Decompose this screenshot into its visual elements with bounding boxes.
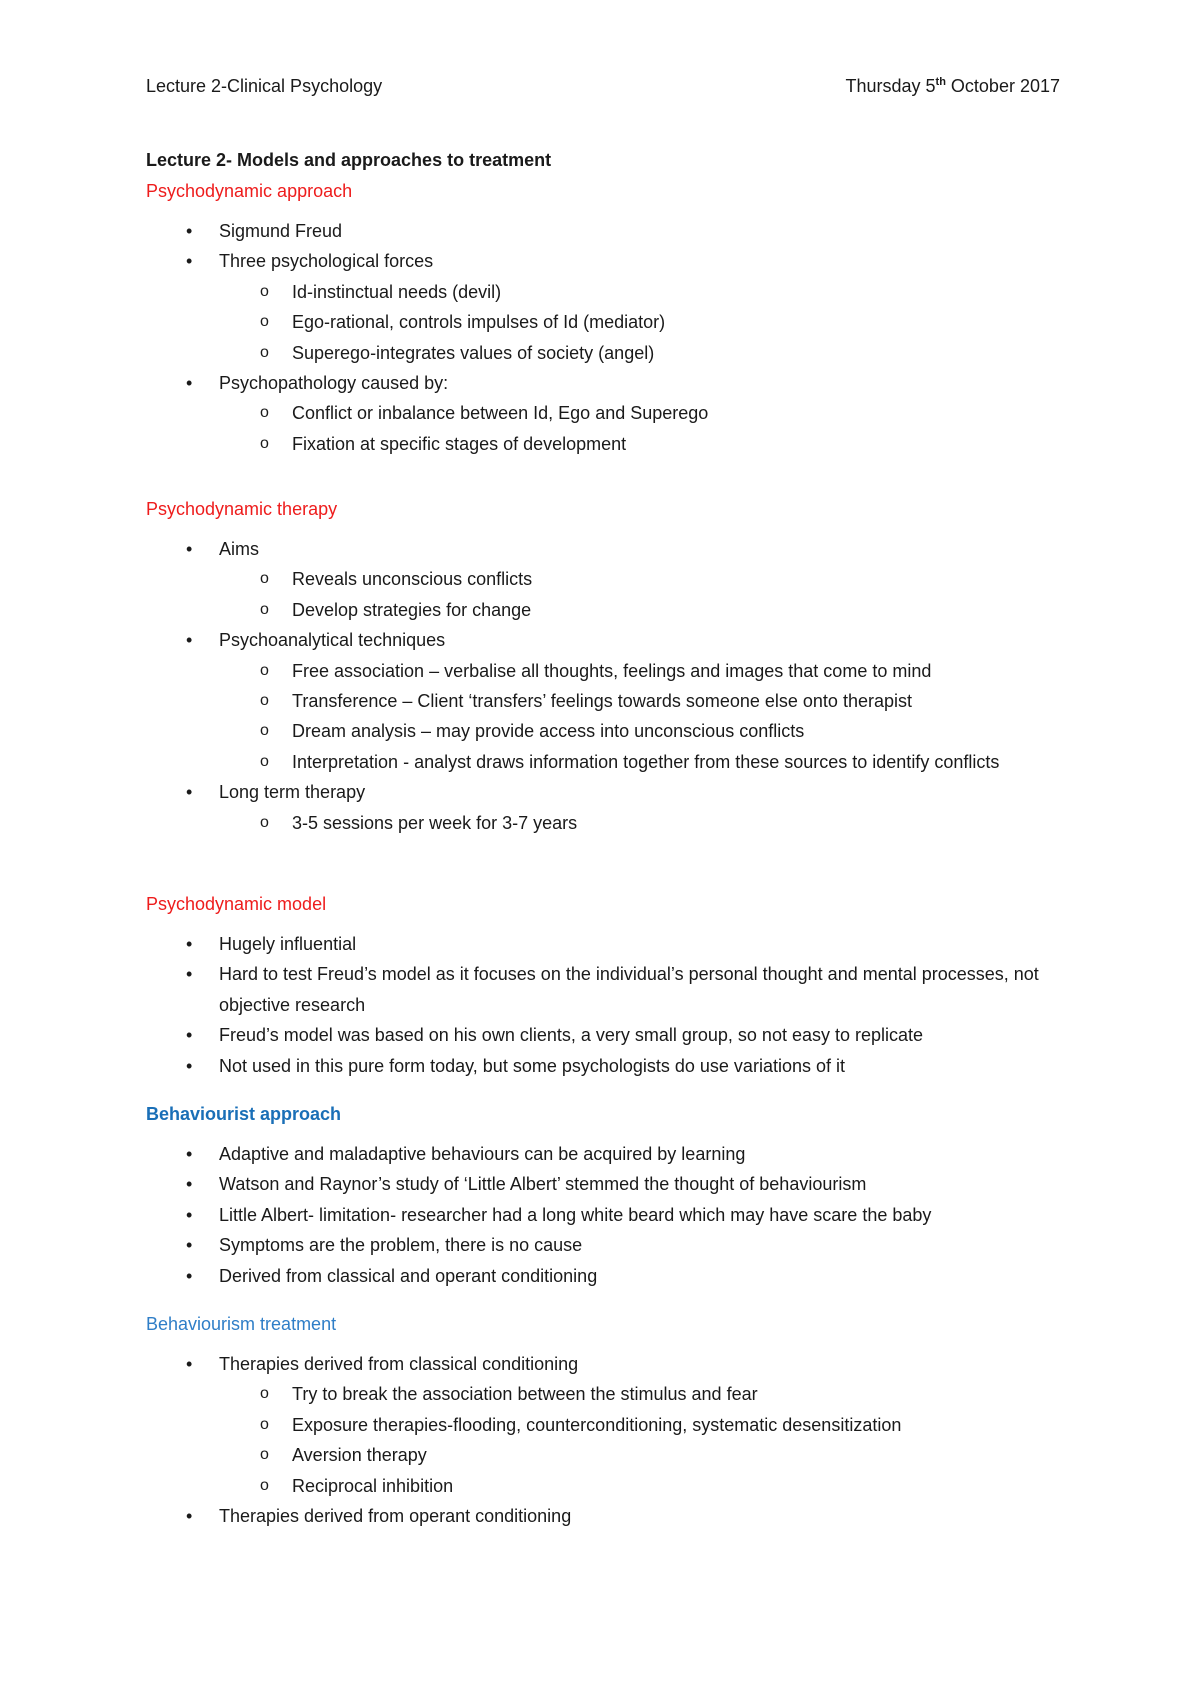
- bullet-list: [146, 1349, 1066, 1531]
- list-item: • Adaptive and maladaptive behaviours can be acquired by learning: [146, 1139, 1066, 1169]
- section-heading: Psychodynamic therapy: [146, 499, 338, 519]
- list-item: • Derived from classical and operant conditioning: [146, 1261, 1066, 1291]
- sub-list-item: o Superego-integrates values of society (angel): [146, 338, 1066, 368]
- section-heading: Behaviourism treatment: [146, 1314, 337, 1334]
- sub-list-item: o Transference – Client ‘transfers’ feelings towards someone else onto therapist: [146, 686, 1066, 716]
- list-item: • Therapies derived from operant conditioning: [146, 1501, 1066, 1531]
- header-date-day: Thursday 5: [845, 76, 936, 96]
- list-item: • Watson and Raynor’s study of ‘Little Albert’ stemmed the thought of behaviourism: [146, 1169, 1066, 1199]
- header-date-rest: October 2017: [945, 76, 1060, 96]
- bullet-list: [146, 534, 1066, 838]
- sub-list-item: o Conflict or inbalance between Id, Ego and Superego: [146, 398, 1066, 428]
- sub-list-item: o Reveals unconscious conflicts: [146, 564, 1066, 594]
- sub-list-item: o Dream analysis – may provide access into unconscious conflicts: [146, 716, 1066, 746]
- page-header: [146, 76, 1060, 100]
- sub-list-item: o Interpretation - analyst draws information together from these sources to identify conflicts: [146, 747, 1066, 777]
- header-date: [845, 76, 1060, 97]
- section-heading: Behaviourist approach: [146, 1104, 342, 1124]
- sub-list-item: o Exposure therapies-flooding, counterconditioning, systematic desensitization: [146, 1410, 1066, 1440]
- sub-list-item: o Aversion therapy: [146, 1440, 1066, 1470]
- bullet-list: [146, 929, 1066, 1081]
- section-psychodynamic-model: [146, 893, 1066, 1081]
- header-date-suffix: th: [935, 76, 946, 88]
- sub-list-item: o Reciprocal inhibition: [146, 1471, 1066, 1501]
- section-heading: Psychodynamic approach: [146, 181, 353, 201]
- section-heading: Psychodynamic model: [146, 894, 327, 914]
- bullet-list: [146, 216, 1066, 459]
- sub-list-item: o Free association – verbalise all thoughts, feelings and images that come to mind: [146, 656, 1066, 686]
- section-behaviourism-treatment: [146, 1313, 1066, 1531]
- header-course-title: Lecture 2-Clinical Psychology: [146, 76, 383, 96]
- document-title: Lecture 2- Models and approaches to treatment: [146, 150, 552, 170]
- list-item: • Therapies derived from classical conditioning: [146, 1349, 1066, 1379]
- bullet-list: [146, 1139, 1066, 1291]
- sub-list-item: o Ego-rational, controls impulses of Id (mediator): [146, 307, 1066, 337]
- sub-list-item: o Id-instinctual needs (devil): [146, 277, 1066, 307]
- list-item: • Three psychological forces: [146, 246, 1066, 276]
- list-item: • Not used in this pure form today, but some psychologists do use variations of it: [146, 1051, 1066, 1081]
- list-item: • Hugely influential: [146, 929, 1066, 959]
- list-item: • Psychopathology caused by:: [146, 368, 1066, 398]
- list-item: • Psychoanalytical techniques: [146, 625, 1066, 655]
- list-item: • Long term therapy: [146, 777, 1066, 807]
- sub-list-item: o Try to break the association between the stimulus and fear: [146, 1379, 1066, 1409]
- section-psychodynamic-therapy: [146, 498, 1066, 838]
- section-psychodynamic-approach: [146, 180, 1066, 459]
- section-behaviourist-approach: [146, 1103, 1066, 1291]
- sub-list-item: o 3-5 sessions per week for 3-7 years: [146, 808, 1066, 838]
- list-item: • Hard to test Freud’s model as it focuses on the individual’s personal thought and mental processes, not objective research: [146, 959, 1066, 1020]
- list-item: • Sigmund Freud: [146, 216, 1066, 246]
- list-item: • Little Albert- limitation- researcher had a long white beard which may have scare the baby: [146, 1200, 1066, 1230]
- list-item: • Aims: [146, 534, 1066, 564]
- list-item: • Freud’s model was based on his own clients, a very small group, so not easy to replicate: [146, 1020, 1066, 1050]
- list-item: • Symptoms are the problem, there is no cause: [146, 1230, 1066, 1260]
- sub-list-item: o Fixation at specific stages of development: [146, 429, 1066, 459]
- sub-list-item: o Develop strategies for change: [146, 595, 1066, 625]
